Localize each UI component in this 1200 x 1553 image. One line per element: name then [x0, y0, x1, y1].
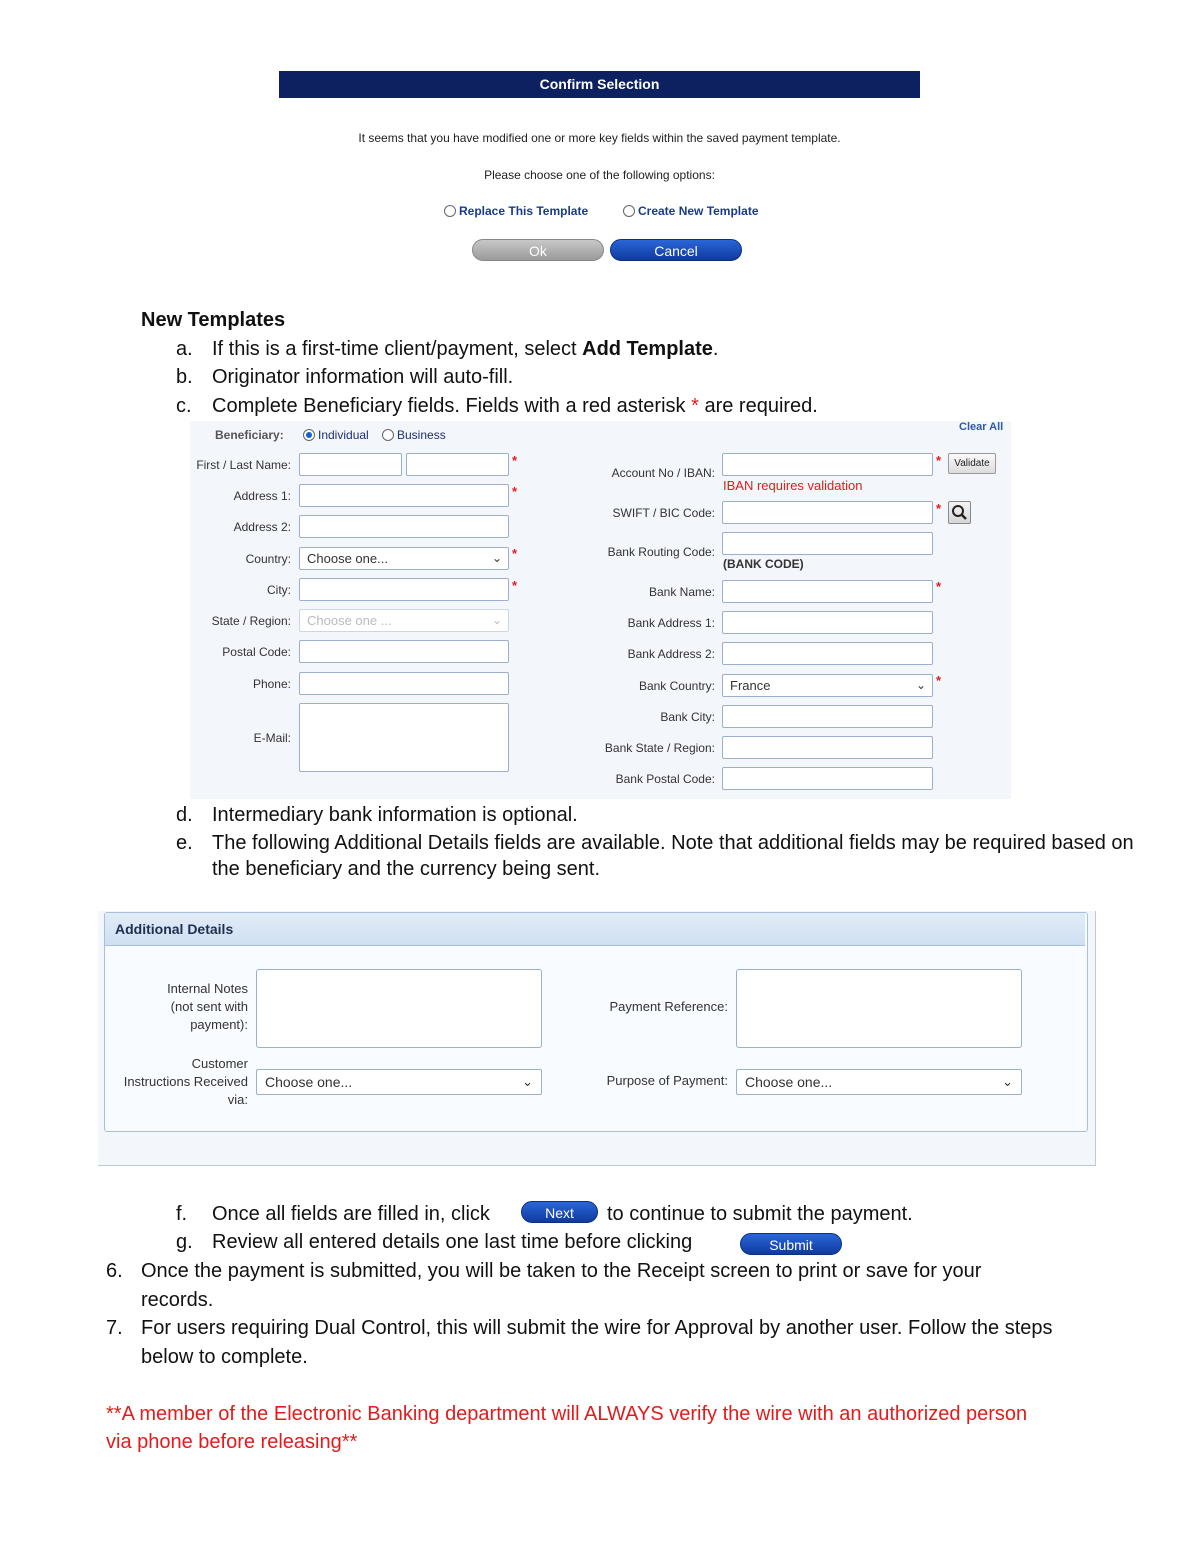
routing-code-input[interactable]	[722, 532, 933, 555]
bank-address1-label: Bank Address 1:	[627, 616, 715, 630]
submit-button[interactable]: Submit	[740, 1233, 842, 1255]
replace-template-option[interactable]	[444, 204, 588, 218]
individual-label: Individual	[318, 428, 369, 442]
search-icon	[949, 502, 970, 523]
country-select-value: Choose one...	[307, 551, 388, 566]
bank-address1-input[interactable]	[722, 611, 933, 634]
ok-button[interactable]: Ok	[472, 239, 604, 261]
required-asterisk: *	[936, 579, 942, 594]
individual-radio[interactable]	[303, 429, 315, 441]
create-template-label: Create New Template	[638, 204, 759, 218]
chevron-down-icon: ⌄	[522, 1074, 533, 1089]
purpose-of-payment-select-value: Choose one...	[745, 1074, 833, 1090]
step-6-text-line1: Once the payment is submitted, you will be taken to the Receipt screen to print or save for your	[141, 1260, 982, 1282]
chevron-down-icon: ⌄	[1002, 1074, 1013, 1089]
replace-template-label: Replace This Template	[459, 204, 589, 218]
required-asterisk: *	[512, 453, 518, 468]
bic-lookup-button[interactable]	[948, 501, 971, 524]
bank-name-input[interactable]	[722, 580, 933, 603]
step-a-text-pre: If this is a first-time client/payment, select	[212, 338, 583, 360]
account-iban-label: Account No / IBAN:	[611, 466, 715, 480]
bank-code-note: (BANK CODE)	[723, 557, 804, 571]
chevron-down-icon: ⌄	[915, 678, 926, 692]
step-e-text-line1: The following Additional Details fields are available. Note that additional fields may be required based on	[212, 832, 1134, 854]
customer-instructions-label-line: Customer	[191, 1056, 248, 1071]
verification-notice-line2: via phone before releasing**	[106, 1431, 358, 1453]
address1-label: Address 1:	[233, 489, 291, 503]
bank-address2-label: Bank Address 2:	[627, 647, 715, 661]
internal-notes-label-line: payment):	[190, 1017, 248, 1032]
step-g-text-pre: Review all entered details one last time before clicking	[212, 1231, 693, 1253]
country-select[interactable]	[299, 547, 509, 570]
confirm-dialog-message: It seems that you have modified one or more key fields within the saved payment template.	[358, 131, 841, 145]
purpose-of-payment-select[interactable]	[736, 1069, 1022, 1095]
internal-notes-label-line: Internal Notes	[167, 981, 248, 996]
business-option[interactable]	[382, 428, 446, 442]
customer-instructions-label-line: via:	[227, 1092, 248, 1107]
step-c-asterisk: *	[691, 395, 699, 417]
chevron-down-icon: ⌄	[491, 551, 502, 565]
state-region-select[interactable]	[299, 609, 509, 632]
step-7-text-line1: For users requiring Dual Control, this will submit the wire for Approval by another user. Follow the steps	[141, 1317, 1053, 1339]
step-6-text-line2: records.	[141, 1289, 214, 1311]
phone-label: Phone:	[252, 677, 291, 691]
required-asterisk: *	[512, 578, 518, 593]
bank-country-select[interactable]	[722, 674, 933, 697]
step-b-text: Originator information will auto-fill.	[212, 366, 514, 388]
step-d-marker: d.	[176, 804, 193, 826]
routing-code-label: Bank Routing Code:	[607, 545, 715, 559]
step-a-text-post: .	[712, 338, 719, 360]
city-label: City:	[267, 583, 291, 597]
iban-validation-note: IBAN requires validation	[723, 478, 863, 493]
internal-notes-textarea[interactable]	[256, 969, 542, 1048]
replace-template-radio[interactable]	[444, 205, 456, 217]
additional-details-title: Additional Details	[105, 913, 1085, 946]
step-7-text-line2: below to complete.	[141, 1346, 308, 1368]
chevron-down-icon: ⌄	[491, 613, 502, 627]
step-e-marker: e.	[176, 832, 193, 854]
bank-name-label: Bank Name:	[648, 585, 715, 599]
first-name-input[interactable]	[299, 453, 402, 476]
postal-code-label: Postal Code:	[222, 645, 291, 659]
business-radio[interactable]	[382, 429, 394, 441]
step-e-text-line2: the beneficiary and the currency being sent.	[212, 858, 601, 880]
city-input[interactable]	[299, 578, 509, 601]
confirm-dialog-prompt: Please choose one of the following options:	[484, 168, 715, 182]
account-iban-input[interactable]	[722, 453, 933, 476]
individual-option[interactable]	[303, 428, 369, 442]
bank-country-label: Bank Country:	[638, 679, 715, 693]
bank-state-label: Bank State / Region:	[604, 741, 715, 755]
verification-notice-line1: **A member of the Electronic Banking department will ALWAYS verify the wire with an authorized person	[106, 1403, 1028, 1425]
confirm-dialog-title: Confirm Selection	[279, 71, 920, 98]
last-name-input[interactable]	[406, 453, 509, 476]
email-input[interactable]	[299, 703, 509, 772]
beneficiary-label: Beneficiary:	[215, 428, 284, 442]
bank-address2-input[interactable]	[722, 642, 933, 665]
next-button[interactable]: Next	[521, 1201, 598, 1223]
create-template-radio[interactable]	[623, 205, 635, 217]
required-asterisk: *	[936, 501, 942, 516]
postal-code-input[interactable]	[299, 640, 509, 663]
bank-postal-input[interactable]	[722, 767, 933, 790]
state-region-label: State / Region:	[211, 614, 291, 628]
step-a-marker: a.	[176, 338, 193, 360]
payment-reference-label: Payment Reference:	[609, 999, 728, 1014]
step-c-marker: c.	[176, 395, 192, 417]
step-c-text-post: are required.	[698, 395, 818, 417]
step-b-marker: b.	[176, 366, 193, 388]
step-f-marker: f.	[176, 1203, 188, 1225]
bank-postal-label: Bank Postal Code:	[615, 772, 715, 786]
bank-city-label: Bank City:	[660, 710, 715, 724]
required-asterisk: *	[512, 546, 518, 561]
create-template-option[interactable]	[623, 204, 759, 218]
swift-bic-input[interactable]	[722, 501, 933, 524]
purpose-of-payment-label: Purpose of Payment:	[606, 1073, 728, 1088]
step-d-text: Intermediary bank information is optional.	[212, 804, 578, 826]
step-6-marker: 6.	[106, 1260, 123, 1282]
business-label: Business	[397, 428, 446, 442]
bank-state-input[interactable]	[722, 736, 933, 759]
step-7-marker: 7.	[106, 1317, 123, 1339]
step-g-marker: g.	[176, 1231, 193, 1253]
customer-instructions-select-value: Choose one...	[265, 1074, 353, 1090]
section-heading: New Templates	[141, 309, 286, 331]
step-a-text-bold: Add Template	[582, 338, 713, 360]
payment-reference-textarea[interactable]	[736, 969, 1022, 1048]
internal-notes-label-line: (not sent with	[170, 999, 248, 1014]
bank-city-input[interactable]	[722, 705, 933, 728]
customer-instructions-select[interactable]	[256, 1069, 542, 1095]
customer-instructions-label-line: Instructions Received	[123, 1074, 248, 1089]
step-a-text	[212, 335, 718, 363]
internal-notes-label	[110, 980, 248, 1034]
required-asterisk: *	[512, 484, 518, 499]
bank-country-select-value: France	[730, 678, 771, 693]
country-label: Country:	[245, 552, 291, 566]
step-c-text-pre: Complete Beneficiary fields. Fields with a red asterisk	[212, 395, 692, 417]
phone-input[interactable]	[299, 672, 509, 695]
state-region-select-value: Choose one ...	[307, 613, 392, 628]
validate-button[interactable]: Validate	[948, 453, 996, 474]
address2-label: Address 2:	[233, 520, 291, 534]
customer-instructions-label	[110, 1055, 248, 1109]
required-asterisk: *	[936, 453, 942, 468]
clear-all-link[interactable]: Clear All	[959, 421, 1004, 433]
step-f-text-post: to continue to submit the payment.	[607, 1203, 913, 1225]
cancel-button[interactable]: Cancel	[610, 239, 742, 261]
swift-bic-label: SWIFT / BIC Code:	[612, 506, 715, 520]
step-f-text-pre: Once all fields are filled in, click	[212, 1203, 490, 1225]
address1-input[interactable]	[299, 484, 509, 507]
email-label: E-Mail:	[253, 731, 291, 745]
address2-input[interactable]	[299, 515, 509, 538]
required-asterisk: *	[936, 673, 942, 688]
first-last-name-label: First / Last Name:	[196, 458, 291, 472]
step-c-text	[212, 392, 818, 420]
